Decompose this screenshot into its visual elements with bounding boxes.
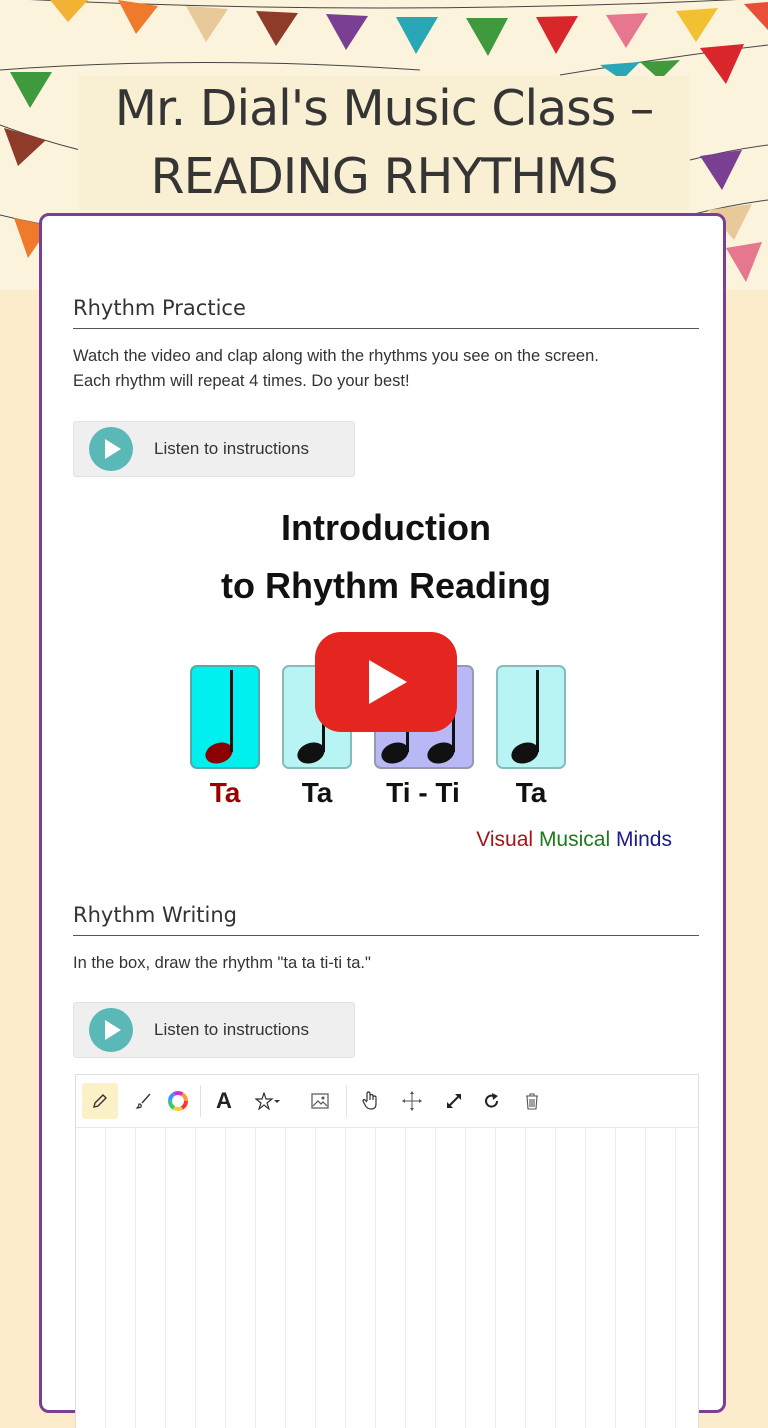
note-label-4: Ta: [515, 777, 547, 808]
trash-icon[interactable]: [514, 1083, 550, 1119]
hand-icon[interactable]: [352, 1083, 388, 1119]
listen-label: Listen to instructions: [154, 439, 309, 458]
page-title: [78, 76, 690, 210]
note-label-1: Ta: [209, 777, 241, 808]
drawing-toolbar: [75, 1074, 699, 1128]
listen-label: Listen to instructions: [154, 1020, 309, 1039]
note-label-3: Ti - Ti: [386, 777, 460, 808]
play-icon: [89, 427, 133, 471]
description-line2: Each rhythm will repeat 4 times. Do your best!: [73, 372, 410, 390]
description-line1: Watch the video and clap along with the rhythms you see on the screen.: [73, 347, 599, 365]
youtube-play-icon: [315, 632, 457, 732]
video-title-line1: Introduction: [281, 507, 491, 548]
text-icon[interactable]: A: [216, 1088, 232, 1113]
redo-icon[interactable]: [474, 1083, 510, 1119]
drawing-canvas[interactable]: [75, 1128, 699, 1428]
page-title-line2: READING RHYTHMS: [150, 148, 618, 205]
video-title-line2: to Rhythm Reading: [221, 565, 551, 606]
image-icon[interactable]: [302, 1083, 338, 1119]
section-title-rhythm-practice: Rhythm Practice: [73, 296, 699, 329]
listen-instructions-button-1[interactable]: [73, 421, 355, 477]
listen-instructions-button-2[interactable]: [73, 1002, 355, 1058]
pencil-icon[interactable]: [82, 1083, 118, 1119]
brush-icon[interactable]: [126, 1083, 162, 1119]
video-embed[interactable]: [73, 498, 699, 848]
note-label-2: Ta: [301, 777, 333, 808]
expand-icon[interactable]: [436, 1083, 472, 1119]
move-icon[interactable]: [394, 1083, 430, 1119]
video-thumbnail: [73, 498, 699, 848]
worksheet-card: [39, 213, 726, 1413]
brand-label: Visual Musical Minds: [476, 828, 672, 848]
color-wheel-icon[interactable]: [160, 1083, 196, 1119]
section-title-rhythm-writing: Rhythm Writing: [73, 903, 699, 936]
page-title-line1: Mr. Dial's Music Class –: [114, 80, 654, 137]
star-shape-icon[interactable]: [250, 1083, 286, 1119]
play-icon: [89, 1008, 133, 1052]
rhythm-writing-description: In the box, draw the rhythm "ta ta ti-ti ta.": [73, 954, 371, 972]
rhythm-practice-description: [73, 344, 693, 394]
